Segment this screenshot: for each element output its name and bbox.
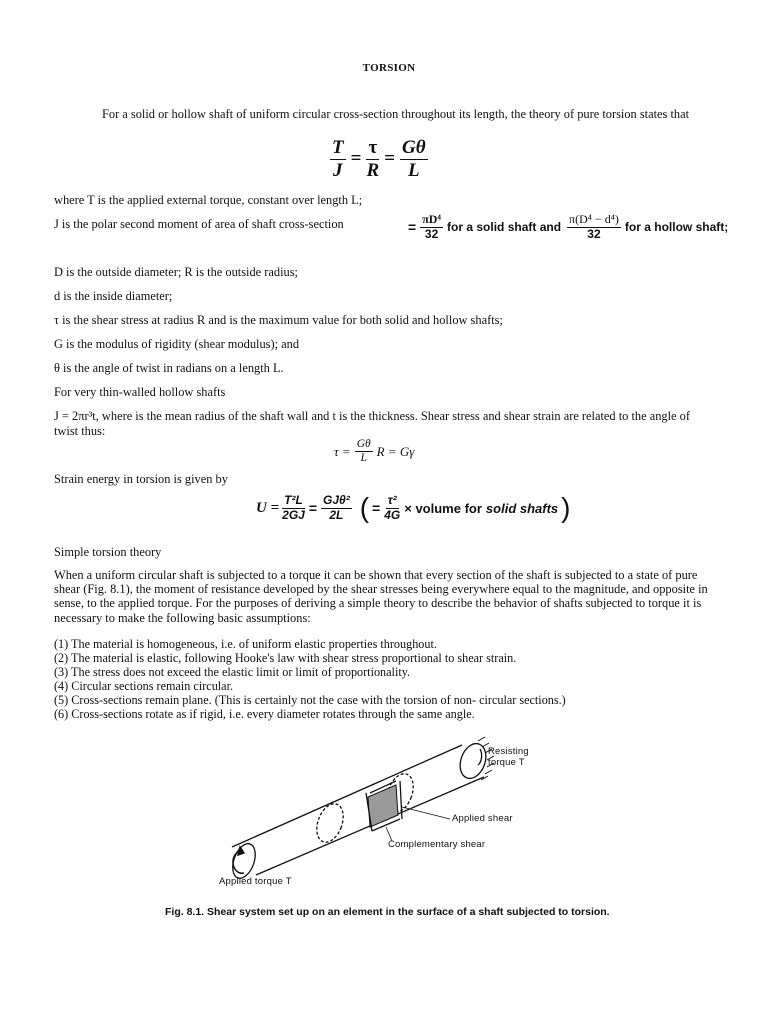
se-f1-num: T²L [284, 493, 303, 507]
eq-g-theta: Gθ [402, 137, 426, 158]
shaft-right-end [456, 740, 491, 782]
shear-eq-num: Gθ [355, 438, 373, 452]
polar-moment-formula [408, 213, 728, 242]
se-f2-den: 2L [329, 507, 344, 522]
eq-equals-1: = [350, 148, 362, 170]
assumption-5: (5) Cross-sections remain plane. (This is certainly not the case with the torsion of non- circular sections.) [54, 693, 566, 707]
simple-theory-heading: Simple torsion theory [54, 545, 162, 559]
torsion-equation [330, 137, 428, 182]
eq-torque: T [332, 137, 344, 158]
eq-radius: R [366, 159, 380, 181]
polar-equals: = [408, 219, 417, 236]
se-u: U = [256, 499, 280, 516]
se-f3-den: 4G [384, 507, 401, 522]
assumption-4: (4) Circular sections remain circular. [54, 679, 234, 693]
label-resisting-torque: torque T [488, 757, 525, 768]
def-diameter: D is the outside diameter; R is the outside radius; [54, 265, 298, 279]
eq-length: L [408, 159, 420, 181]
se-tail-italic: solid shafts [485, 500, 559, 516]
se-f1-den: 2GJ [282, 507, 305, 522]
def-torque: where T is the applied external torque, constant over length L; [54, 193, 363, 207]
eq-equals-2: = [384, 148, 396, 170]
def-angle: θ is the angle of twist in radians on a length L. [54, 361, 284, 375]
polar-hollow-text: for a hollow shaft; [624, 220, 729, 235]
polar-hollow-den: 32 [587, 226, 601, 241]
applied-torque-arrow [233, 847, 244, 873]
shaft-top-edge [232, 745, 462, 847]
label-applied-torque: Applied torque T [219, 876, 292, 887]
resisting-torque-arrow [478, 749, 482, 765]
section-left [312, 800, 348, 846]
shear-eq-lhs: τ = [334, 443, 351, 459]
figure-caption: Fig. 8.1. Shear system set up on an element in the surface of a shaft subjected to torsion. [165, 906, 610, 918]
eq-shear-stress: τ [368, 137, 378, 158]
leader-applied-shear [402, 807, 450, 819]
se-f2-num: GJθ² [323, 493, 350, 507]
j-formula-paragraph: J = 2πr³t, where is the mean radius of the shaft wall and t is the thickness. Shear stress and shear strain are related to the angle of twist thus: [54, 409, 690, 438]
polar-hollow-num: π(D⁴ − d⁴) [569, 212, 619, 226]
def-modulus: G is the modulus of rigidity (shear modulus); and [54, 337, 300, 351]
shear-equation [334, 438, 414, 465]
shear-eq-rhs: R = Gγ [376, 443, 415, 459]
label-applied-shear: Applied shear [452, 813, 513, 824]
se-paren-close: ) [561, 492, 571, 524]
polar-solid-text: for a solid shaft and [447, 220, 562, 235]
def-shear-stress: τ is the shear stress at radius R and is the maximum value for both solid and hollow shafts; [54, 313, 503, 327]
simple-theory-paragraph: When a uniform circular shaft is subjected to a torque it can be shown that every section of the shaft is subjected to a state of pure shear (Fig. 8.1), the moment of resistance developed by the shear stresses being everywhere equal to the magnitude, and opposite in sense, to the applied torque. For the purposes of deriving a simple theory to describe the behavior of shafts subjected to torque it is necessary to make the following basic assumptions: [54, 568, 708, 625]
polar-solid-den: 32 [424, 226, 439, 241]
strain-energy-intro: Strain energy in torsion is given by [54, 472, 228, 486]
se-eq: = [308, 500, 318, 517]
assumption-3: (3) The stress does not exceed the elastic limit or limit of proportionality. [54, 665, 411, 679]
def-polar: J is the polar second moment of area of shaft cross-section [54, 217, 344, 231]
se-eq2: = [372, 500, 381, 517]
label-resisting: Resisting [488, 746, 529, 757]
strain-energy-equation [256, 494, 571, 523]
intro-paragraph: For a solid or hollow shaft of uniform circular cross-section throughout its length, the theory of pure torsion states that [102, 107, 690, 121]
se-f3-num: τ² [387, 493, 397, 507]
assumption-6: (6) Cross-sections rotate as if rigid, i.e. every diameter rotates through the same angle. [54, 707, 475, 721]
assumption-2: (2) The material is elastic, following Hooke's law with shear stress proportional to shear strain. [54, 651, 517, 665]
se-tail: × volume for [404, 500, 482, 516]
polar-solid-num: πD⁴ [422, 212, 442, 226]
def-inside-diameter: d is the inside diameter; [54, 289, 173, 303]
assumptions-list [54, 637, 734, 721]
thin-walled-heading: For very thin-walled hollow shafts [54, 385, 226, 399]
page-title: TORSION [362, 62, 416, 74]
eq-polar-moment: J [333, 159, 343, 181]
shear-eq-den: L [360, 452, 367, 465]
assumption-1: (1) The material is homogeneous, i.e. of uniform elastic properties throughout. [54, 637, 437, 651]
se-paren-open: ( [359, 492, 370, 524]
label-complementary-shear: Complementary shear [388, 839, 486, 850]
